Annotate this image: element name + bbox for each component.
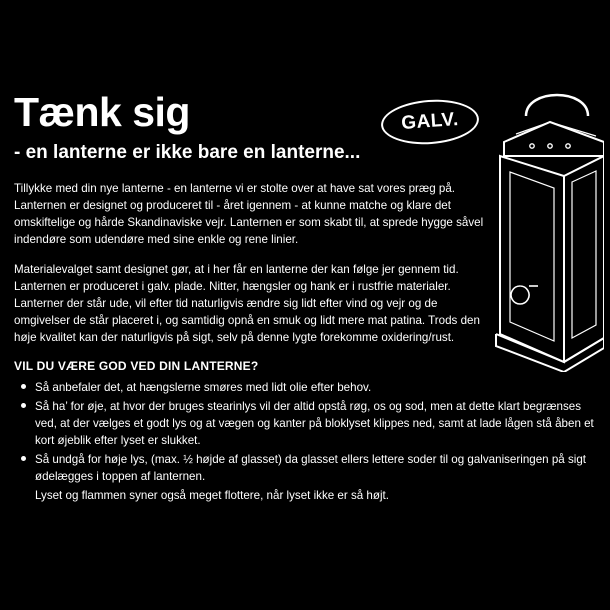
paragraph-1: Tillykke med din nye lanterne - en lanterne vi er stolte over at have sat vores præg på. Lanternen er designet og produceret til - året igennem - at kunne matche og klare det omskiftelige og hårde Skandinaviske vejr. Lanternen er som skabt til, at sprede hygge såvel indendøre som udendøre med sine enkle og rene linier.: [14, 182, 484, 247]
page-title: Tænk sig: [14, 89, 190, 135]
section-heading: VIL DU VÆRE GOD VED DIN LANTERNE?: [14, 359, 259, 374]
bullet-dot-icon: [21, 384, 26, 389]
bullet-dot-icon: [21, 403, 26, 408]
galv-badge-label: GALV.: [400, 109, 460, 134]
list-item: [14, 451, 594, 485]
bullet-dot-icon: [21, 456, 26, 461]
paragraph-2: Materialevalget samt designet gør, at i her får en lanterne der kan følge jer gennem tid. Lanternen er produceret i galv. plade. Nitter, hængsler og hank er i rustfrie materialer. Lanterner der står ude, vil efter tid naturligvis ændre sig lidt efter vind og vejr og de omgivelser de står placeret i, og samtidig opnå en smuk og lidt mere mat patina. Trods den høje kvalitet kan der naturligvis på sigt, selv på denne lygte forekomme oxidering/rust.: [14, 263, 480, 345]
list-item: [14, 398, 594, 449]
list-item-text: Så anbefaler det, at hængslerne smøres med lidt olie efter behov.: [35, 381, 372, 395]
closing-line: Lyset og flammen syner også meget flottere, når lyset ikke er så højt.: [35, 489, 389, 503]
galv-badge: [380, 97, 481, 148]
list-item-text: Så undgå for høje lys, (max. ½ højde af glasset) da glasset ellers lettere soder til og galvaniseringen på sigt ødelægges i toppen af lanternen.: [35, 453, 586, 484]
lantern-illustration-icon: [492, 72, 604, 372]
care-instructions-list: [14, 379, 594, 485]
list-item: [14, 379, 594, 396]
list-item-text: Så ha’ for øje, at hvor der bruges stearinlys vil der altid opstå røg, os og sod, men at dette klart begrænses ved, at der vælges et godt lys og at vægen og kanter på bloklyset klippes ned, samt at lade lågen stå åben et kort øjeblik efter lyset er slukket.: [35, 400, 594, 448]
page-subtitle: - en lanterne er ikke bare en lanterne...: [14, 142, 361, 163]
document-body: [14, 180, 594, 505]
